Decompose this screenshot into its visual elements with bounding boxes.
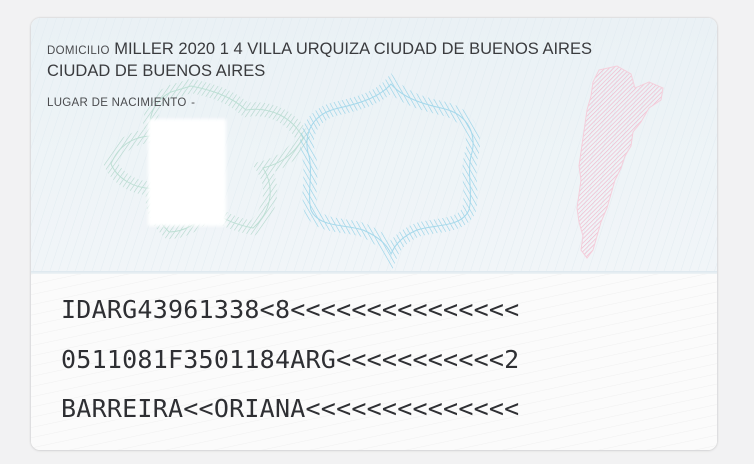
id-card-back: [31, 18, 717, 450]
photo-redacted-area: [148, 119, 226, 226]
mrz-line-3: BARREIRA<<ORIANA<<<<<<<<<<<<<<: [61, 394, 520, 423]
lugar-nacimiento-value: -: [191, 97, 196, 109]
lugar-nacimiento-label: LUGAR DE NACIMIENTO: [47, 97, 187, 109]
mrz-line-1: IDARG43961338<8<<<<<<<<<<<<<<<: [61, 295, 520, 324]
domicilio-value-line2: CIUDAD DE BUENOS AIRES: [47, 62, 266, 80]
lugar-nacimiento-line: [47, 93, 195, 111]
domicilio-label: DOMICILIO: [47, 45, 110, 57]
domicilio-value-line1: MILLER 2020 1 4 VILLA URQUIZA CIUDAD DE BUENOS AIRES: [114, 40, 592, 58]
domicilio-line: [47, 40, 592, 59]
mrz-line-2: 0511081F3501184ARG<<<<<<<<<<<2: [61, 345, 520, 374]
card-upper-section: [31, 18, 717, 274]
